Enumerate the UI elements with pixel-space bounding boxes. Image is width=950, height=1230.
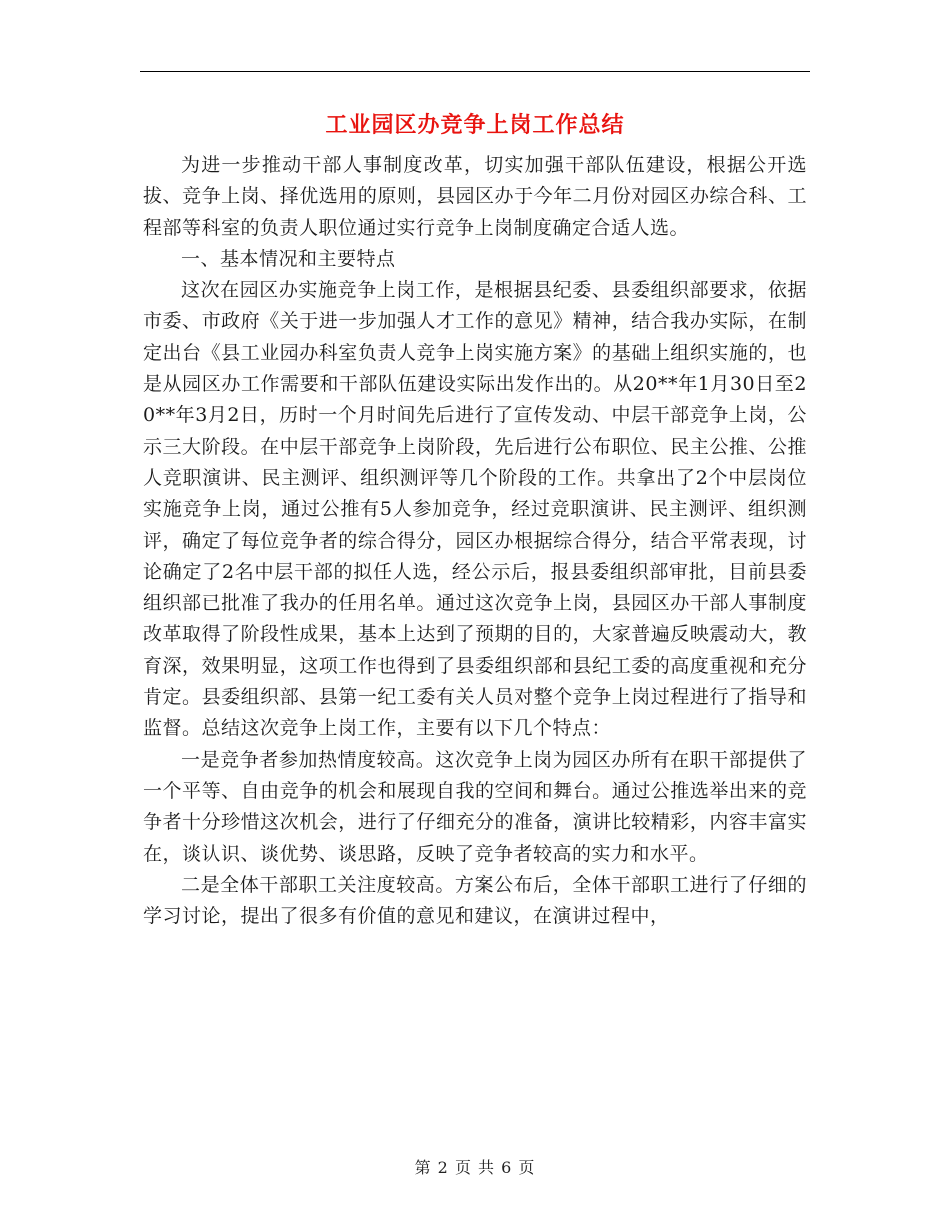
section-heading: 一、基本情况和主要特点: [181, 247, 396, 270]
header-rule: [140, 71, 810, 72]
body-paragraph: 这次在园区办实施竞争上岗工作，是根据县纪委、县委组织部要求，依据市委、市政府《关于进一步加强人才工作的意见》精神，结合我办实际，在制定出台《县工业园办科室负责人竞争上岗实施方案》的基础上组织实施的，也是从园区办工作需要和干部队伍建设实际出发作出的。从20**年1月30日至20**年3月2日，历时一个月时间先后进行了宣传发动、中层干部竞争上岗，公示三大阶段。在中层干部竞争上岗阶段，先后进行公布职位、民主公推、公推人竞职演讲、民主测评、组织测评等几个阶段的工作。共拿出了2个中层岗位实施竞争上岗，通过公推有5人参加竞争，经过竞职演讲、民主测评、组织测评，确定了每位竞争者的综合得分，园区办根据综合得分，结合平常表现，讨论确定了2名中层干部的拟任人选，经公示后，报县委组织部审批，目前县委组织部已批准了我办的任用名单。通过这次竞争上岗，县园区办干部人事制度改革取得了阶段性成果，基本上达到了预期的目的，大家普遍反映震动大，教育深，效果明显，这项工作也得到了县委组织部和县纪工委的高度重视和充分肯定。县委组织部、县第一纪工委有关人员对整个竞争上岗过程进行了指导和监督。总结这次竞争上岗工作，主要有以下几个特点：: [143, 279, 807, 740]
body-paragraph: 二是全体干部职工关注度较高。方案公布后，全体干部职工进行了仔细的学习讨论，提出了很多有价值的意见和建议，在演讲过程中，: [143, 873, 807, 928]
page-number-footer: 第 2 页 共 6 页: [414, 1158, 536, 1177]
document-body: [143, 150, 807, 932]
document-title: 工业园区办竞争上岗工作总结: [325, 113, 625, 138]
body-paragraph: 一是竞争者参加热情度较高。这次竞争上岗为园区办所有在职干部提供了一个平等、自由竞争的机会和展现自我的空间和舞台。通过公推选举出来的竞争者十分珍惜这次机会，进行了仔细充分的准备，演讲比较精彩，内容丰富实在，谈认识、谈优势、谈思路，反映了竞争者较高的实力和水平。: [143, 748, 807, 865]
intro-paragraph: 为进一步推动干部人事制度改革，切实加强干部队伍建设，根据公开选拔、竞争上岗、择优选用的原则，县园区办于今年二月份对园区办综合科、工程部等科室的负责人职位通过实行竞争上岗制度确定合适人选。: [143, 154, 807, 239]
